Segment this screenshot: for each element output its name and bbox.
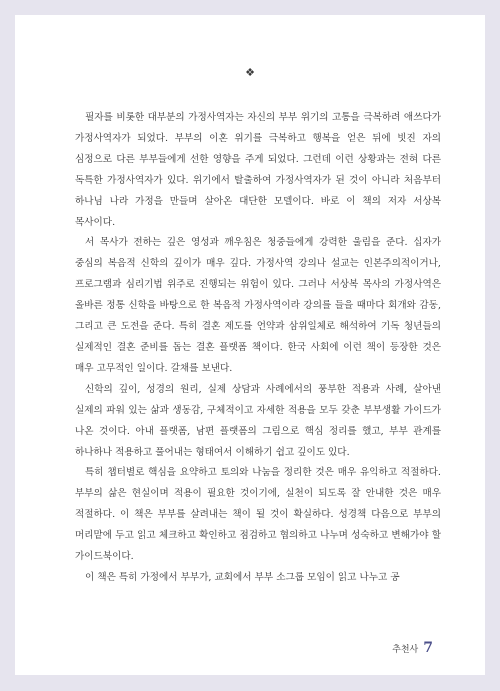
body-text [75,108,441,589]
ornament-icon: ❖ [245,66,255,79]
section-label: 추천사 [392,645,419,655]
page-footer [392,640,433,656]
paragraph: 특히 챕터별로 핵심을 요약하고 토의와 나눔을 정리한 것은 매우 유익하고 적절하다. 부부의 삶은 현실이며 적용이 필요한 것이기에, 실천이 되도록 잘 안내한 것은 매우 적절하다. 이 책은 부부를 살려내는 책이 될 것이 확실하다. 성경책 다음으로 부부의 머리맡에 두고 읽고 체크하고 확인하고 점검하고 협의하고 나누며 성숙하고 변해가야 할 가이드북이다. [75,467,441,563]
book-page [15,15,485,675]
page-number: 7 [423,640,433,656]
paragraph: 필자를 비롯한 대부분의 가정사역자는 자신의 부부 위기의 고통을 극복하려 애쓰다가 가정사역자가 되었다. 부부의 이혼 위기를 극복하고 행복을 얻은 뒤에 빗진 자의 심정으로 다른 부부들에게 선한 영향을 주게 되었다. 그런데 이런 상황과는 전혀 다른 독특한 가정사역자가 있다. 위기에서 탈출하여 가정사역자가 된 것이 아니라 처음부터 하나님 나라 가정을 만들며 살아온 대단한 모델이다. 바로 이 책의 저자 서상복 목사이다. [75,112,441,228]
paragraph: 서 목사가 전하는 깊은 영성과 깨우침은 청중들에게 강력한 울림을 준다. 십자가 중심의 복음적 신학의 깊이가 매우 깊다. 가정사역 강의나 설교는 인본주의적이거나, 프로그램과 심리기법 위주로 진행되는 위험이 있다. 그러나 서상복 목사의 가정사역은 올바른 정통 신학을 바탕으로 한 복음적 가정사역이라 강의를 들을 때마다 회개와 감동, 그리고 큰 도전을 준다. 특히 결혼 제도를 언약과 삼위일체로 해석하여 기독 청년들의 실제적인 결혼 준비를 돕는 결혼 플랫폼 책이다. 한국 사회에 이런 책이 등장한 것은 매우 고무적인 일이다. 갈채를 보낸다. [75,237,441,374]
paragraph: 이 책은 특히 가정에서 부부가, 교회에서 부부 소그룹 모임이 읽고 나누고 공 [85,571,400,583]
paragraph: 신학의 깊이, 성경의 원리, 실제 상담과 사례에서의 풍부한 적용과 사례, 살아낸 실제의 파워 있는 삶과 생동감, 구체적이고 자세한 적용을 모두 갖춘 부부생활 가이드가 나온 것이다. 아내 플랫폼, 남편 플랫폼의 그림으로 핵심 정리를 했고, 부부 관계를 하나하나 적용하고 풀어내는 형태여서 이해하기 쉽고 깊이도 있다. [75,383,441,458]
